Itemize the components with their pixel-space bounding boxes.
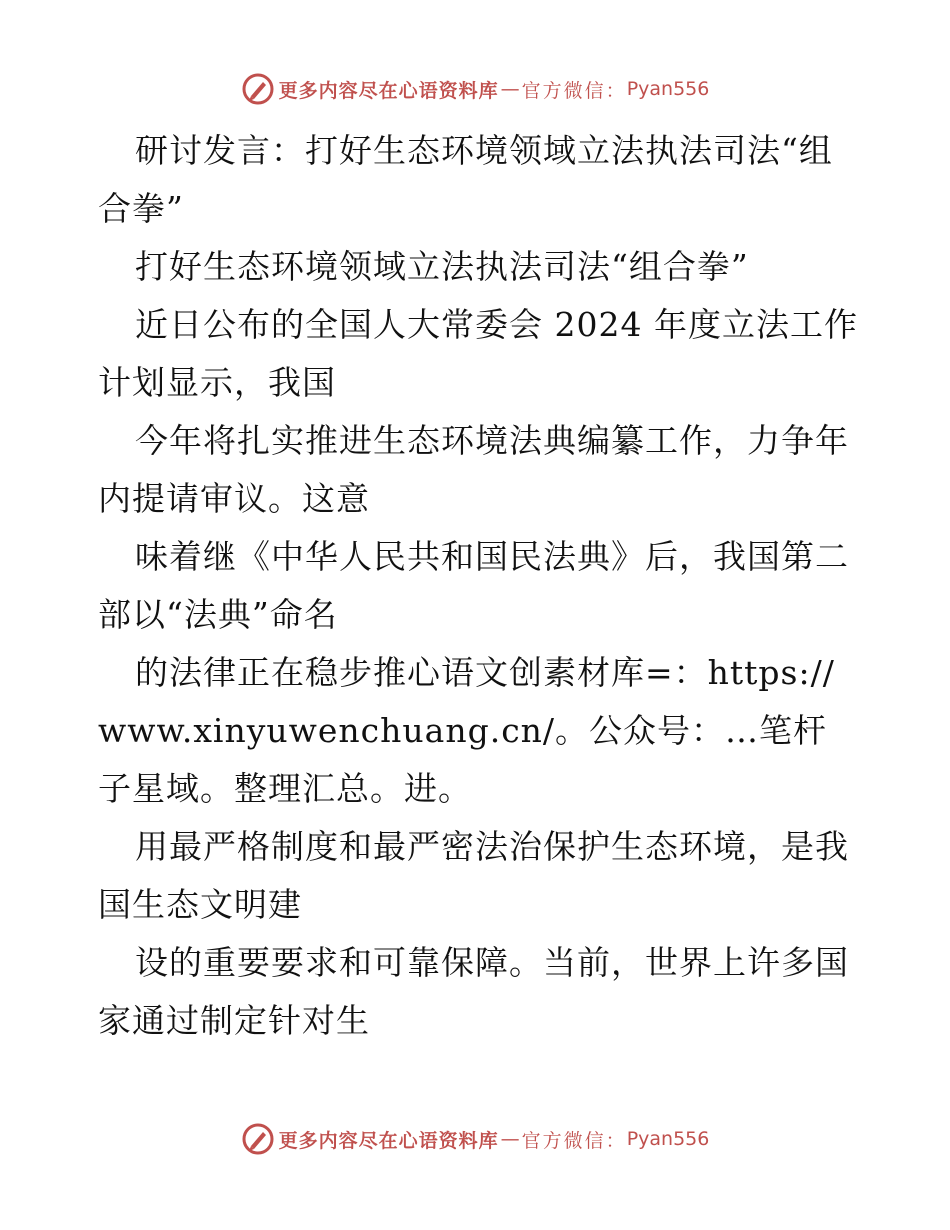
pen-logo-icon (241, 72, 275, 106)
paragraph: 的法律正在稳步推心语文创素材库=：https://www.xinyuwenchuang.cn/。公众号：…笔杆子星域。整理汇总。进。 (98, 653, 835, 808)
footer-wechat-handle: Pyan556 (626, 1128, 710, 1150)
footer-brand-text: 更多内容尽在心语资料库 (278, 1129, 499, 1152)
header-dash: — (500, 78, 520, 100)
paragraph: 近日公布的全国人大常委会 2024 年度立法工作计划显示，我国 (98, 305, 858, 402)
header-watermark (0, 72, 950, 106)
header-wechat-label: 官方微信： (521, 79, 627, 102)
header-wechat-handle: Pyan556 (626, 78, 710, 100)
document-title: 研讨发言：打好生态环境领域立法执法司法“组合拳” (98, 131, 833, 228)
paragraph: 设的重要要求和可靠保障。当前，世界上许多国家通过制定针对生 (98, 943, 849, 1040)
footer-watermark (0, 1122, 950, 1156)
document-subtitle: 打好生态环境领域立法执法司法“组合拳” (135, 247, 749, 286)
pen-logo-icon (241, 1122, 275, 1156)
footer-dash: — (500, 1128, 520, 1150)
paragraph: 今年将扎实推进生态环境法典编纂工作，力争年内提请审议。这意 (98, 421, 849, 518)
header-brand-text: 更多内容尽在心语资料库 (278, 79, 499, 102)
paragraph: 味着继《中华人民共和国民法典》后，我国第二部以“法典”命名 (98, 537, 849, 634)
paragraph: 用最严格制度和最严密法治保护生态环境，是我国生态文明建 (98, 827, 849, 924)
footer-wechat-label: 官方微信： (521, 1129, 627, 1152)
document-body (98, 122, 858, 1050)
